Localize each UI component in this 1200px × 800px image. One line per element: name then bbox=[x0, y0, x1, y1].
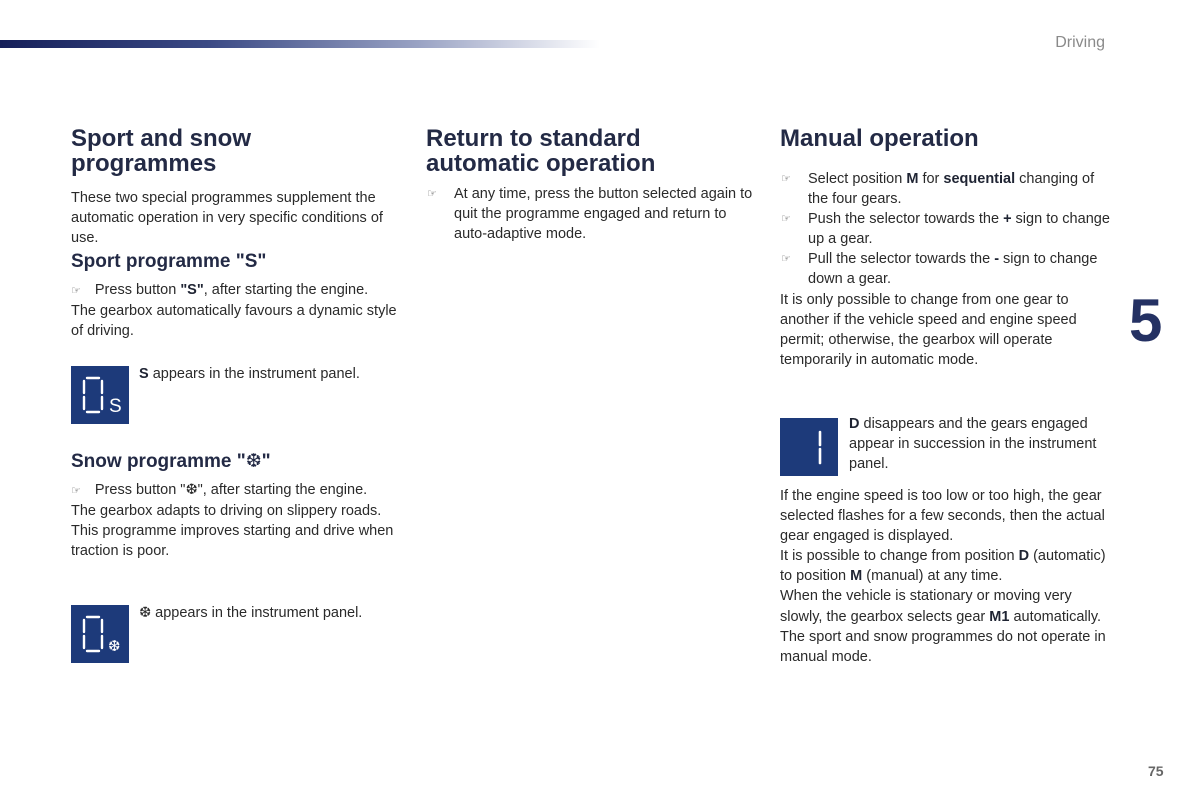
snow-text-1: The gearbox adapts to driving on slippery roads. bbox=[71, 502, 382, 519]
snow-text-2: This programme improves starting and drive when traction is poor. bbox=[71, 522, 394, 559]
pointing-hand-icon: ☞ bbox=[781, 253, 791, 266]
manual-para-5: The sport and snow programmes do not operate in manual mode. bbox=[780, 628, 1106, 665]
sport-text: The gearbox automatically favours a dynamic style of driving. bbox=[71, 303, 397, 340]
return-bullet: ☞ At any time, press the button selected again to quit the programme engaged and return to auto-adaptive mode. bbox=[427, 186, 753, 243]
manual-para-2: If the engine speed is too low or too high, the gear selected flashes for a few seconds, then the actual gear engaged is displayed. bbox=[780, 487, 1105, 545]
column-return-standard bbox=[426, 126, 756, 244]
manual-para-1: It is only possible to change from one gear to another if the vehicle speed and engine speed permit; otherwise, the gearbox will operate temporarily in automatic mode. bbox=[780, 291, 1077, 368]
pointing-hand-icon: ☞ bbox=[71, 285, 81, 298]
manual-bullet-2: ☞ Push the selector towards the + sign to change up a gear. bbox=[781, 211, 1110, 248]
manual-indicator-row bbox=[780, 414, 1110, 476]
sport-bullet: ☞ Press button "S", after starting the engine. bbox=[71, 282, 369, 299]
intro-text: These two special programmes supplement the automatic operation in very specific conditions of use. bbox=[71, 190, 383, 247]
manual-para-3: It is possible to change from position D (automatic) to position M (manual) at any time. bbox=[780, 548, 1106, 585]
header-gradient-bar bbox=[0, 40, 600, 48]
sport-indicator-row bbox=[71, 364, 401, 422]
heading-return-standard: Return to standard automatic operation bbox=[426, 125, 656, 177]
manual-bullet-3: ☞ Pull the selector towards the - sign to change down a gear. bbox=[781, 251, 1098, 288]
snow-icon-caption: ❆ appears in the instrument panel. bbox=[139, 604, 363, 621]
section-title: Driving bbox=[1055, 34, 1105, 51]
pointing-hand-icon: ☞ bbox=[71, 484, 81, 497]
column-manual-operation bbox=[780, 126, 1110, 667]
gear-d-s-indicator-icon bbox=[71, 366, 129, 424]
heading-manual-operation: Manual operation bbox=[780, 125, 979, 152]
snow-indicator-row bbox=[71, 603, 401, 661]
column-sport-snow bbox=[71, 126, 401, 661]
manual-icon-caption: D disappears and the gears engaged appear in succession in the instrument panel. bbox=[849, 415, 1097, 473]
gear-1-indicator-icon bbox=[780, 418, 838, 476]
pointing-hand-icon: ☞ bbox=[427, 188, 437, 200]
heading-sport-snow: Sport and snow programmes bbox=[71, 125, 251, 177]
gear-d-snow-indicator-icon bbox=[71, 605, 129, 663]
chapter-number: 5 bbox=[1129, 287, 1163, 354]
pointing-hand-icon: ☞ bbox=[781, 213, 791, 226]
snow-bullet: ☞ Press button "❆", after starting the engine. bbox=[71, 481, 368, 498]
page-number: 75 bbox=[1148, 763, 1164, 779]
heading-snow-programme: Snow programme "❆" bbox=[71, 450, 271, 472]
manual-bullet-1: ☞ Select position M for sequential changing of the four gears. bbox=[781, 171, 1095, 208]
manual-para-4: When the vehicle is stationary or moving very slowly, the gearbox selects gear M1 automatically. bbox=[780, 588, 1102, 625]
svg-text:❆: ❆ bbox=[108, 636, 121, 655]
heading-sport-programme: Sport programme "S" bbox=[71, 251, 267, 273]
svg-text:S: S bbox=[109, 395, 122, 417]
pointing-hand-icon: ☞ bbox=[781, 173, 791, 185]
sport-icon-caption: S appears in the instrument panel. bbox=[139, 365, 360, 382]
